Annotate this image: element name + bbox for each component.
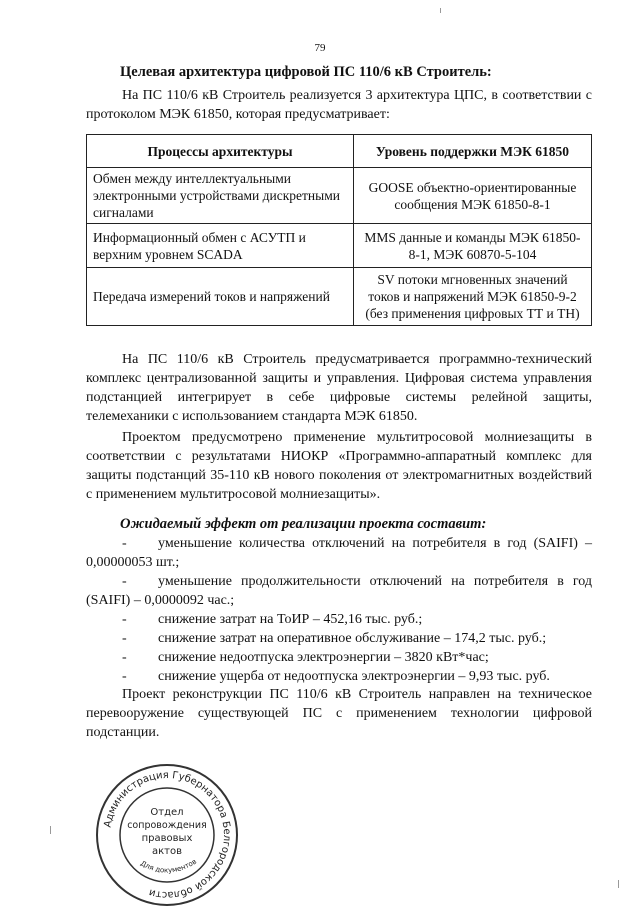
page-number: 79: [314, 42, 326, 54]
stamp-center-line: Отдел: [150, 807, 184, 818]
bullet-dash: -: [122, 669, 127, 684]
table-row: [87, 268, 592, 326]
table-cell-process: Передача измерений токов и напряжений: [87, 268, 354, 326]
scan-mark: [50, 826, 51, 834]
list-item-text: уменьшение количества отключений на потребителя в год (SAIFI) – 0,00000053 шт.;: [86, 536, 592, 570]
table-cell-support: MMS данные и команды МЭК 61850-8-1, МЭК 60870-5-104: [354, 224, 592, 268]
stamp-center-line: актов: [151, 846, 183, 857]
table-header-support-level: Уровень поддержки МЭК 61850: [354, 135, 592, 168]
stamp-bottom-text: Для документов: [139, 857, 199, 875]
stamp-center-line: правовых: [141, 833, 193, 844]
conclusion-paragraph: Проект реконструкции ПС 110/6 кВ Строитель направлен на техническое перевооружение существующей ПС с применением технологии цифровой подстанции.: [86, 687, 592, 740]
list-item-text: снижение ущерба от недоотпуска электроэнергии – 9,93 тыс. руб.: [158, 669, 550, 684]
list-item: [86, 610, 592, 629]
table-cell-support: GOOSE объектно-ориентированные сообщения МЭК 61850-8-1: [354, 168, 592, 224]
stamp-ring-text: Администрация Губернатора Белгородской области: [102, 769, 233, 901]
list-item-text: снижение затрат на ТоИР – 452,16 тыс. руб.;: [158, 612, 423, 627]
table-row: [87, 224, 592, 268]
table-cell-process: Обмен между интеллектуальными электронными устройствами дискретными сигналами: [87, 168, 354, 224]
list-item: [86, 648, 592, 667]
stamp-center-line: сопровождения: [127, 820, 207, 831]
bullet-dash: -: [122, 650, 127, 665]
scan-mark: [440, 8, 441, 13]
paragraph-lightning-protection: Проектом предусмотрено применение мультитросовой молниезащиты в соответствии с результатами НИОКР «Программно-аппаратный комплекс для защиты подстанций 35-110 кВ нового поколения от электромагнитных воздействий с применением мультитросовой молниезащиты».: [86, 430, 592, 502]
bullet-dash: -: [122, 612, 127, 627]
list-item: [86, 572, 592, 610]
effects-list: [86, 534, 592, 686]
architecture-table: [86, 134, 592, 326]
table-cell-process: Информационный обмен с АСУТП и верхним уровнем SCADA: [87, 224, 354, 268]
section-title: Целевая архитектура цифровой ПС 110/6 кВ Строитель:: [120, 64, 492, 80]
table-header-processes: Процессы архитектуры: [87, 135, 354, 168]
scan-mark: [618, 880, 619, 888]
list-item: [86, 534, 592, 572]
official-stamp: [92, 760, 242, 910]
paragraph-control-system: На ПС 110/6 кВ Строитель предусматривается программно-технический комплекс централизованной защиты и управления. Цифровая система управления подстанцией интегрирует в себе цифровые системы релейной защиты, телемеханики с использованием стандарта МЭК 61850.: [86, 352, 592, 424]
table-cell-support: SV потоки мгновенных значений токов и напряжений МЭК 61850-9-2 (без применения цифровых ТТ и ТН): [354, 268, 592, 326]
list-item-text: уменьшение продолжительности отключений на потребителя в год (SAIFI) – 0,0000092 час.;: [86, 574, 592, 608]
list-item-text: снижение недоотпуска электроэнергии – 3820 кВт*час;: [158, 650, 489, 665]
intro-paragraph: На ПС 110/6 кВ Строитель реализуется 3 архитектура ЦПС, в соответствии с протоколом МЭК 61850, которая предусматривает:: [86, 88, 592, 122]
table-header-row: [87, 135, 592, 168]
list-item-text: снижение затрат на оперативное обслуживание – 174,2 тыс. руб.;: [158, 631, 547, 646]
bullet-dash: -: [122, 631, 127, 646]
bullet-dash: -: [122, 536, 127, 551]
bullet-dash: -: [122, 574, 127, 589]
list-item: [86, 629, 592, 648]
table-row: [87, 168, 592, 224]
effects-heading: Ожидаемый эффект от реализации проекта составит:: [120, 516, 487, 532]
list-item: [86, 667, 592, 686]
